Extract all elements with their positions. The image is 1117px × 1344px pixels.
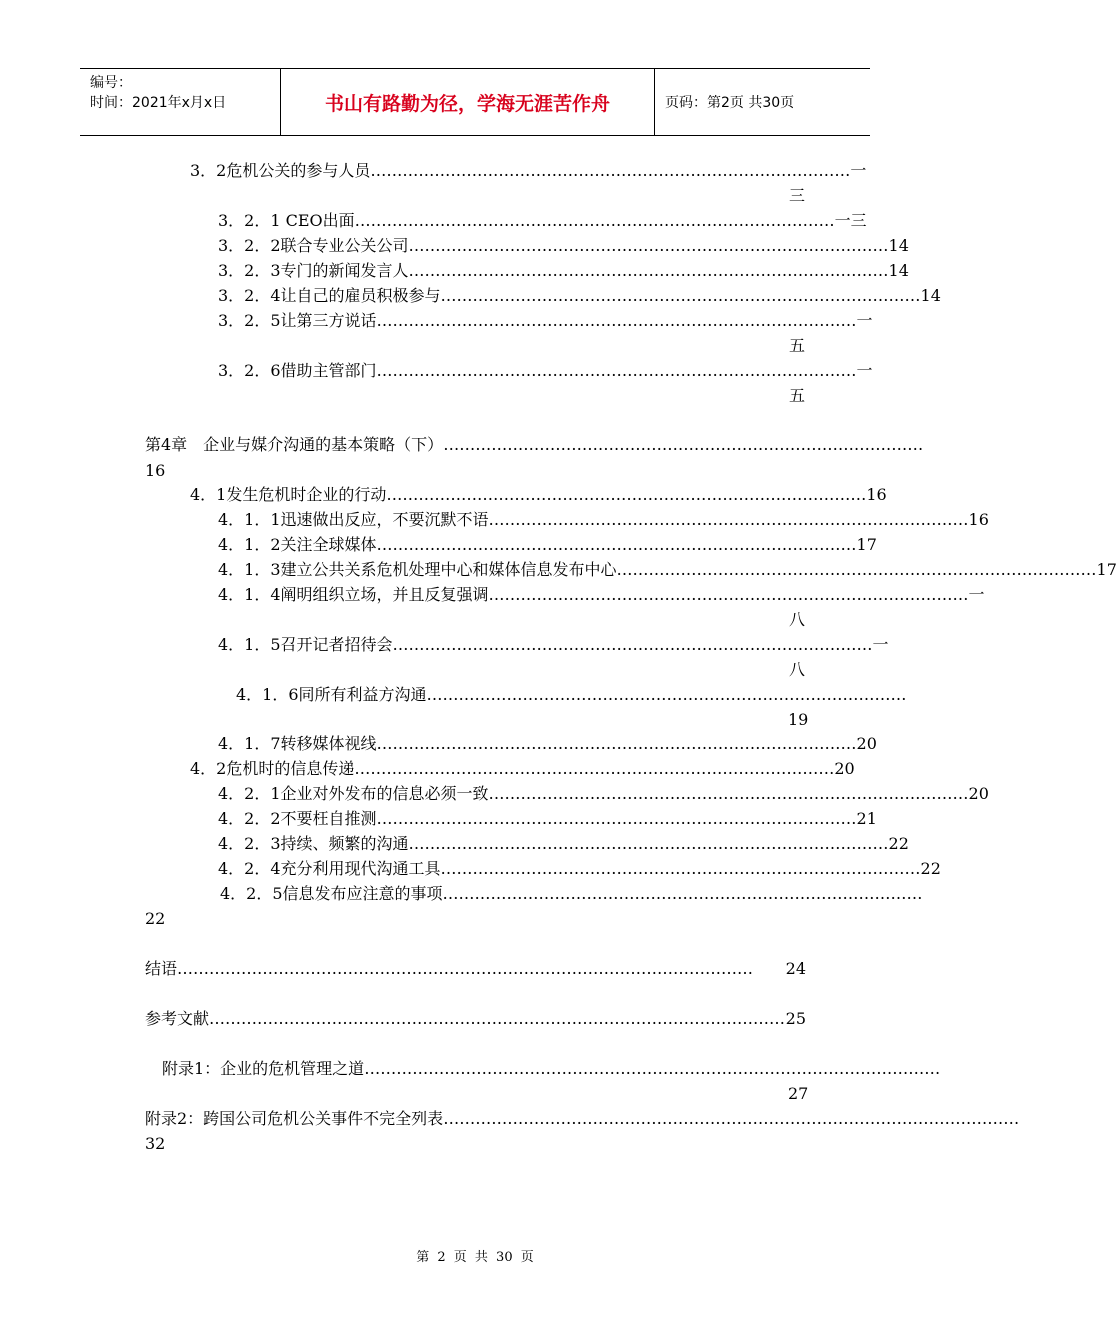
leader-dots: ……………………………………………………………………………… — [440, 859, 921, 878]
leader-dots: ……………………………………………………………………………… — [354, 759, 835, 778]
toc-entry-page: 20 — [968, 784, 989, 803]
leader-dots: ……………………………………………………………………………………………… — [443, 1109, 1020, 1128]
toc-entry-label: 4．2．5信息发布应注意的事项 — [220, 884, 443, 903]
toc-entry-label: 结语 — [145, 959, 178, 978]
toc-entry-page: 22 — [145, 909, 166, 928]
toc-entry-label: 4．1．7转移媒体视线 — [218, 734, 377, 753]
toc-entry — [218, 310, 873, 332]
toc-entry — [218, 285, 941, 307]
toc-entry-page: 16 — [866, 485, 887, 504]
leader-dots: ……………………………………………………………………………… — [408, 261, 889, 280]
toc-entry — [218, 210, 867, 232]
toc-entry-label: 4．1发生危机时企业的行动 — [190, 485, 387, 504]
toc-entry-page: 20 — [856, 734, 877, 753]
toc-entry — [236, 684, 907, 706]
leader-dots: ……………………………………………………………………………… — [408, 236, 889, 255]
header-motto: 书山有路勤为径，学海无涯苦作舟 — [280, 69, 655, 135]
toc-entry-page: 一 — [968, 585, 985, 604]
toc-entry-page: 一三 — [834, 211, 867, 230]
toc-entry-label: 3．2．5让第三方说话 — [218, 311, 377, 330]
toc-entry — [218, 833, 909, 855]
toc-entry-label: 4．2．2不要枉自推测 — [218, 809, 377, 828]
leader-dots: ……………………………………………………………………………… — [376, 734, 857, 753]
toc-entry — [145, 1008, 806, 1030]
toc-entry-label: 参考文献 — [145, 1009, 210, 1028]
toc-entry-page-wrap: 五 — [789, 336, 806, 355]
toc-entry-page: 22 — [888, 834, 909, 853]
leader-dots: ……………………………………………………………………………… — [386, 485, 867, 504]
leader-dots: ……………………………………………………………………………… — [408, 834, 889, 853]
toc-entry-page: 17 — [856, 535, 877, 554]
leader-dots: ……………………………………………………………………………… — [488, 510, 969, 529]
toc-entry — [218, 634, 889, 656]
toc-entry-label: 3．2．4让自己的雇员积极参与 — [218, 286, 441, 305]
toc-entry-label: 4．1．6同所有利益方沟通 — [236, 685, 427, 704]
leader-dots: ……………………………………………………………………………… — [376, 311, 857, 330]
toc-entry-page: 22 — [920, 859, 941, 878]
toc-entry — [218, 260, 909, 282]
toc-entry-label: 4．1．3建立公共关系危机处理中心和媒体信息发布中心 — [218, 560, 617, 579]
toc-entry — [218, 783, 989, 805]
leader-dots: ……………………………………………………………………………… — [392, 635, 873, 654]
page-footer: 第 2 页 共 30 页 — [416, 1250, 534, 1265]
toc-entry-page: 24 — [785, 959, 806, 978]
leader-dots: ……………………………………………………………………………… — [426, 685, 907, 704]
toc-entry-page: 21 — [856, 809, 877, 828]
toc-entry-page: 14 — [920, 286, 941, 305]
toc-entry-page-wrap: 五 — [789, 386, 806, 405]
toc-entry-page: 17 — [1096, 560, 1117, 579]
toc-entry-label: 第4章 企业与媒介沟通的基本策略（下） — [145, 435, 444, 454]
leader-dots: ……………………………………………………………………………… — [354, 211, 835, 230]
toc-entry — [190, 484, 887, 506]
toc-entry — [218, 808, 877, 830]
leader-dots: ……………………………………………………………………………… — [616, 560, 1097, 579]
toc-entry-label: 4．2．3持续、频繁的沟通 — [218, 834, 409, 853]
leader-dots: ……………………………………………………………………………… — [376, 535, 857, 554]
toc-entry-label: 附录1：企业的危机管理之道 — [162, 1059, 365, 1078]
toc-entry-label: 3．2．2联合专业公关公司 — [218, 236, 409, 255]
toc-entry-label: 4．2．1企业对外发布的信息必须一致 — [218, 784, 489, 803]
toc-entry-page: 19 — [788, 710, 809, 729]
toc-entry-label: 4．1．5召开记者招待会 — [218, 635, 393, 654]
toc-entry-label: 4．1．4阐明组织立场，并且反复强调 — [218, 585, 489, 604]
header-number: 编号： — [90, 75, 132, 91]
toc-entry-page: 一 — [872, 635, 889, 654]
toc-entry-page-wrap: 八 — [789, 610, 806, 629]
leader-dots: ……………………………………………………………………………… — [370, 161, 851, 180]
toc-entry-page: 16 — [145, 461, 166, 480]
toc-entry-label: 4．1．2关注全球媒体 — [218, 535, 377, 554]
leader-dots: ……………………………………………………………………………… — [376, 809, 857, 828]
leader-dots: ……………………………………………………………………………………………… — [177, 959, 754, 978]
toc-entry-page: 32 — [145, 1134, 166, 1153]
toc-entry-page-wrap: 三 — [789, 186, 806, 205]
toc-entry — [218, 534, 877, 556]
leader-dots: ……………………………………………………………………………… — [376, 361, 857, 380]
toc-entry — [218, 858, 941, 880]
toc-entry — [190, 758, 855, 780]
toc-entry — [218, 584, 985, 606]
toc-entry — [162, 1058, 941, 1080]
toc-entry-page: 14 — [888, 236, 909, 255]
toc-entry-label: 3．2．1 CEO出面 — [218, 211, 355, 230]
toc-entry — [220, 883, 923, 905]
toc-chapter — [145, 434, 924, 456]
toc-entry-label: 4．2．4充分利用现代沟通工具 — [218, 859, 441, 878]
toc-entry-page: 27 — [788, 1084, 809, 1103]
leader-dots: ……………………………………………………………………………… — [440, 286, 921, 305]
toc-entry-label: 3．2危机公关的参与人员 — [190, 161, 371, 180]
toc-entry — [190, 160, 867, 182]
leader-dots: ……………………………………………………………………………… — [443, 435, 924, 454]
toc-entry-label: 4．1．1迅速做出反应，不要沉默不语 — [218, 510, 489, 529]
toc-entry-page: 一 — [856, 311, 873, 330]
toc-entry-page: 14 — [888, 261, 909, 280]
toc-entry-label: 3．2．6借助主管部门 — [218, 361, 377, 380]
toc-entry-page: 一 — [856, 361, 873, 380]
toc-entry-label: 附录2：跨国公司危机公关事件不完全列表 — [145, 1109, 444, 1128]
leader-dots: ……………………………………………………………………………… — [488, 784, 969, 803]
toc-entry — [218, 235, 909, 257]
leader-dots: ……………………………………………………………………………… — [442, 884, 923, 903]
toc-entry — [145, 958, 806, 980]
leader-dots: ……………………………………………………………………………… — [488, 585, 969, 604]
leader-dots: ……………………………………………………………………………………………… — [364, 1059, 941, 1078]
toc-entry — [218, 559, 1117, 581]
header-time: 时间：2021年x月x日 — [90, 95, 227, 111]
toc-entry-page: 25 — [785, 1009, 806, 1028]
leader-dots: ……………………………………………………………………………………………… — [209, 1009, 786, 1028]
header-page-info: 页码：第2页 共30页 — [665, 95, 795, 111]
toc-entry-page: 16 — [968, 510, 989, 529]
toc-entry-label: 4．2危机时的信息传递 — [190, 759, 355, 778]
toc-entry — [218, 509, 989, 531]
toc-entry-page: 一 — [850, 161, 867, 180]
toc-entry-page-wrap: 八 — [789, 660, 806, 679]
toc-entry — [145, 1108, 1020, 1130]
toc-entry-page: 20 — [834, 759, 855, 778]
toc-entry-label: 3．2．3专门的新闻发言人 — [218, 261, 409, 280]
toc-entry — [218, 733, 877, 755]
toc-entry — [218, 360, 873, 382]
